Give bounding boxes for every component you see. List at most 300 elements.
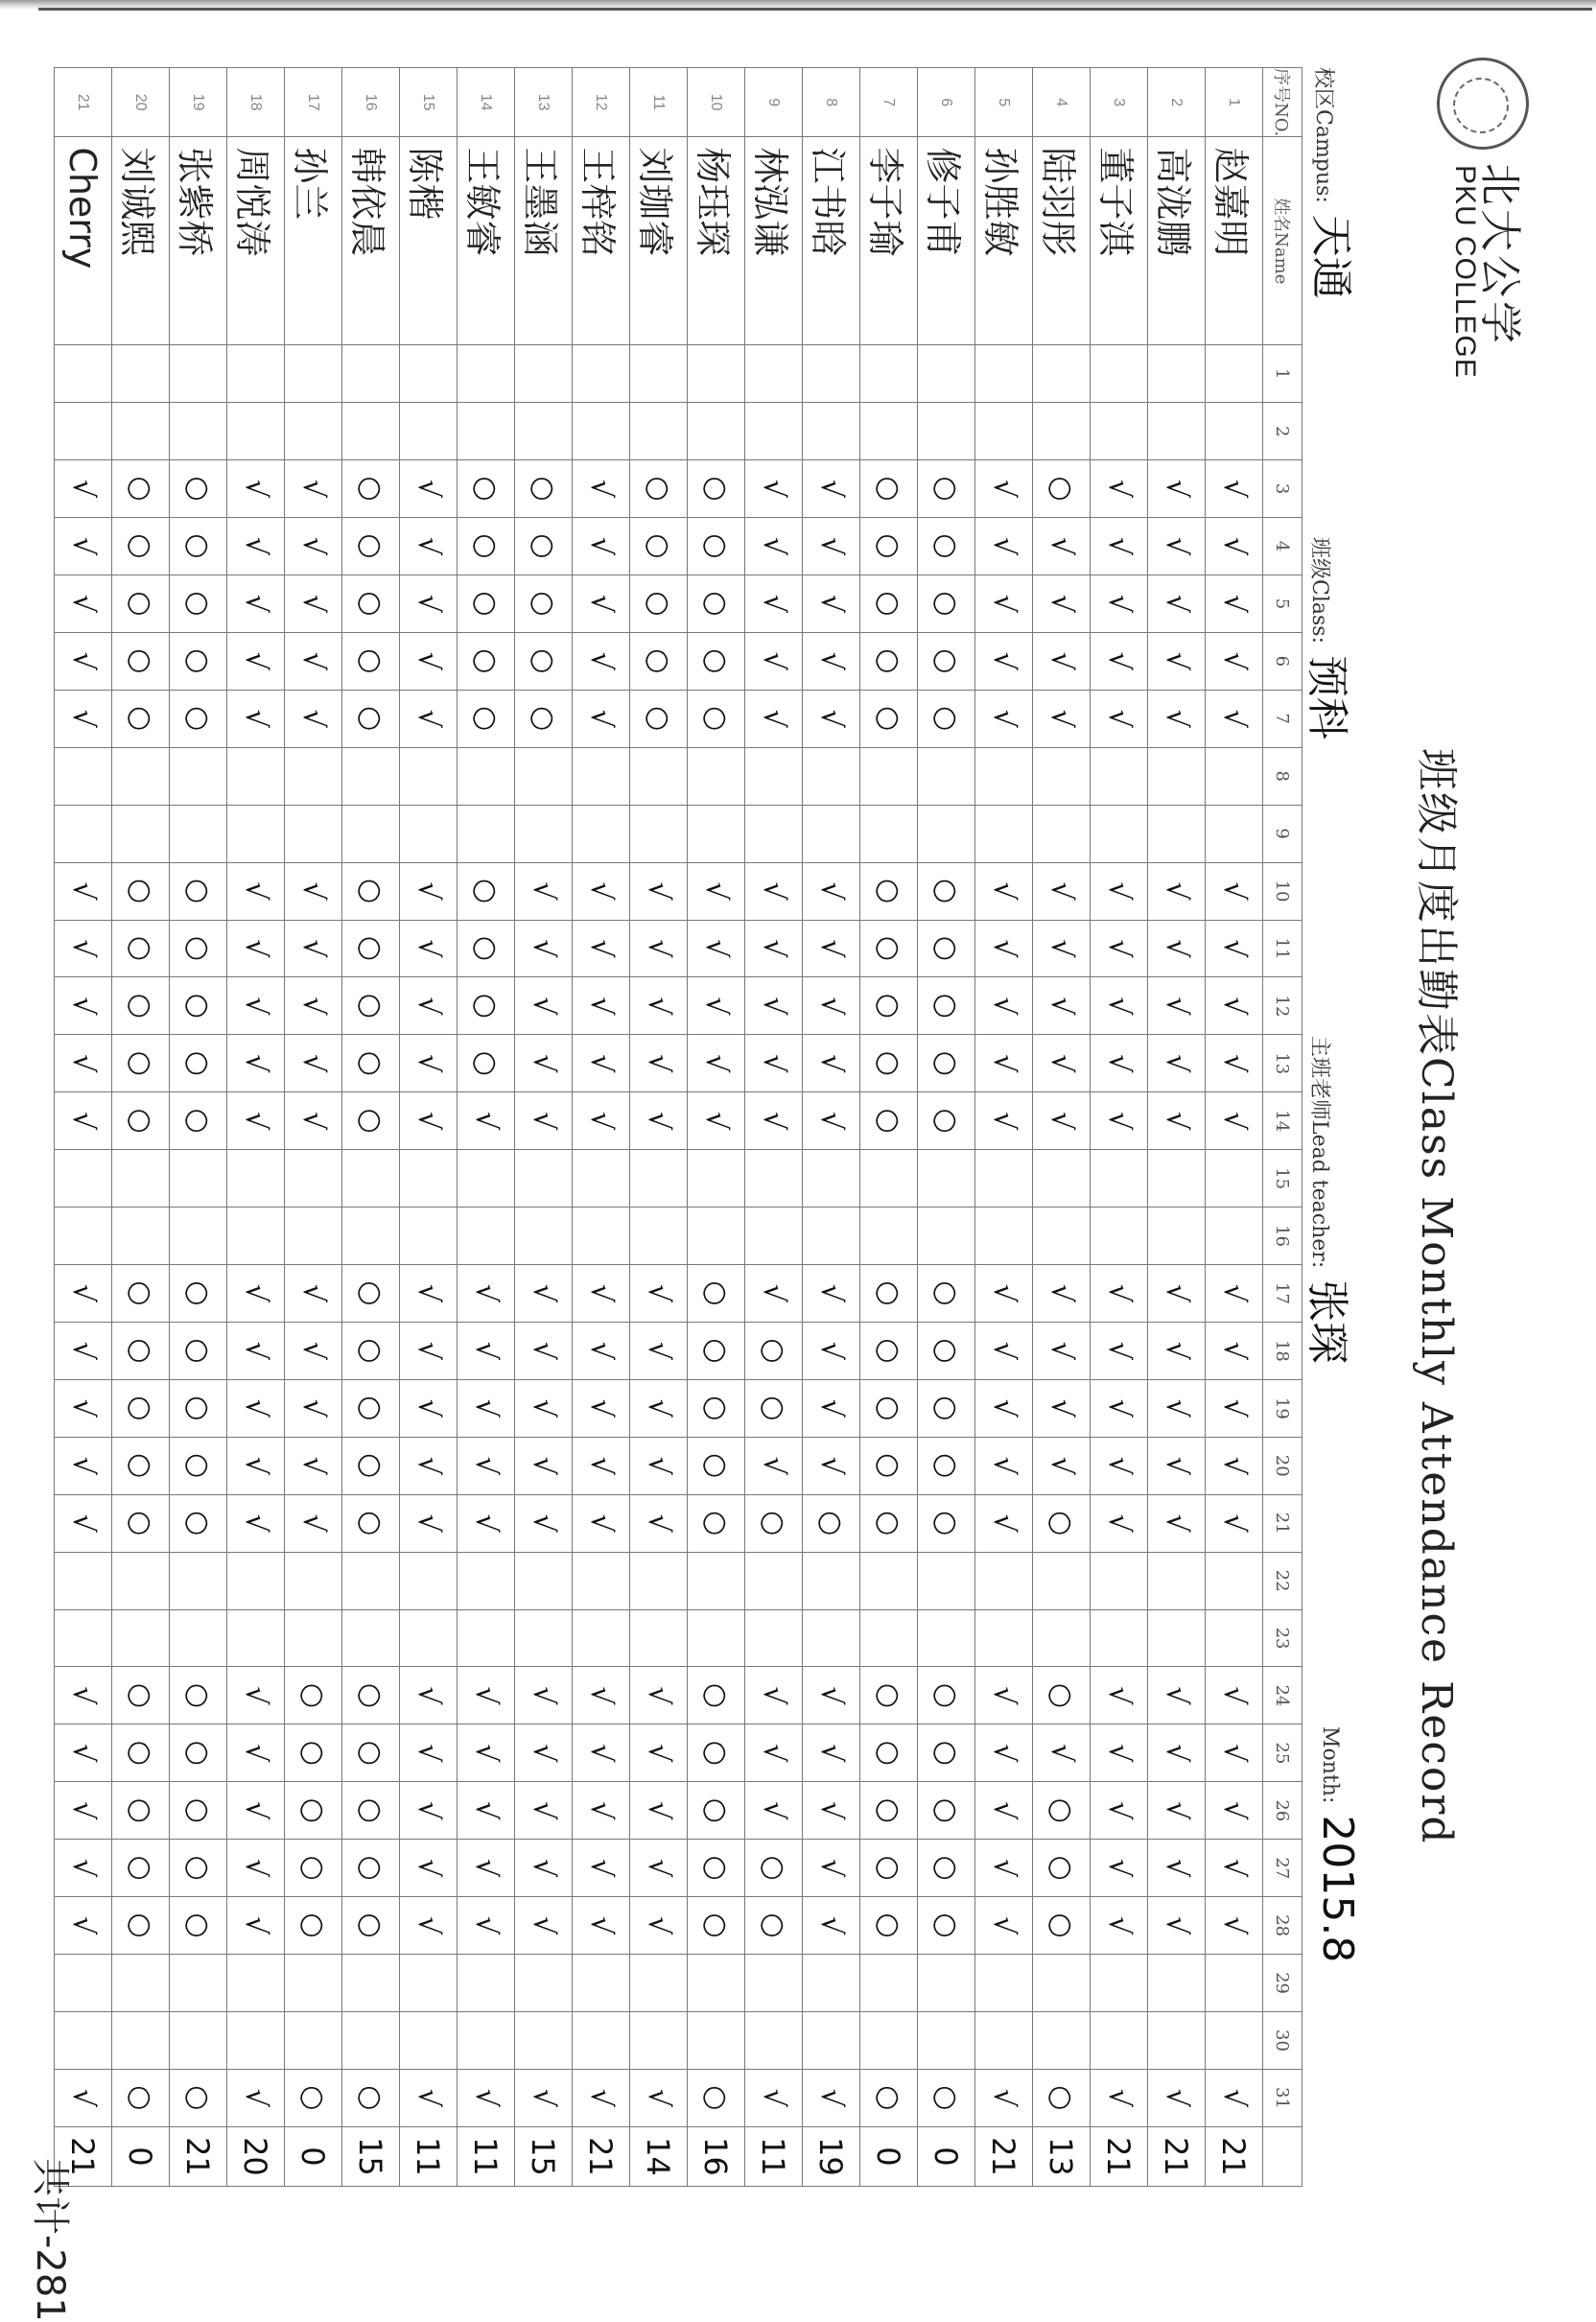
row-total: 15 xyxy=(342,2126,400,2186)
attendance-mark xyxy=(1091,1150,1148,1208)
attendance-mark xyxy=(630,1150,688,1208)
row-total: 0 xyxy=(285,2126,342,2186)
day-header: 21 xyxy=(1263,1494,1303,1552)
attendance-mark: √ xyxy=(975,1437,1033,1494)
attendance-mark: ○ xyxy=(918,1265,975,1323)
student-name: 孙胜敏 xyxy=(975,137,1033,345)
attendance-mark xyxy=(515,1150,573,1208)
attendance-mark: √ xyxy=(803,460,860,518)
attendance-mark: ○ xyxy=(342,1437,400,1494)
day-header: 20 xyxy=(1263,1437,1303,1494)
attendance-mark: ○ xyxy=(112,1322,170,1379)
attendance-mark: ○ xyxy=(1033,1782,1091,1840)
attendance-mark: ○ xyxy=(1033,1840,1091,1897)
attendance-mark xyxy=(688,2012,745,2070)
class-label: 班级Class: xyxy=(1307,537,1331,644)
attendance-mark: √ xyxy=(227,632,285,690)
attendance-mark xyxy=(803,1955,860,2012)
attendance-mark: ○ xyxy=(342,1667,400,1724)
table-row xyxy=(112,68,170,2187)
attendance-mark: √ xyxy=(1033,1437,1091,1494)
attendance-mark: √ xyxy=(1091,575,1148,632)
attendance-mark: √ xyxy=(975,1265,1033,1323)
attendance-mark: ○ xyxy=(688,1437,745,1494)
attendance-mark xyxy=(573,1955,630,2012)
attendance-mark: ○ xyxy=(112,1092,170,1150)
attendance-mark xyxy=(1091,345,1148,403)
attendance-mark: √ xyxy=(1091,1322,1148,1379)
attendance-mark: ○ xyxy=(860,460,918,518)
attendance-mark: ○ xyxy=(918,1379,975,1437)
attendance-mark: √ xyxy=(515,1265,573,1323)
attendance-mark: ○ xyxy=(170,518,227,575)
attendance-mark: ○ xyxy=(860,1379,918,1437)
attendance-mark: √ xyxy=(55,862,112,920)
attendance-mark xyxy=(803,1552,860,1609)
attendance-mark: ○ xyxy=(458,977,515,1035)
attendance-mark: √ xyxy=(515,1092,573,1150)
attendance-mark: ○ xyxy=(860,1265,918,1323)
attendance-mark: ○ xyxy=(342,1840,400,1897)
header-row xyxy=(1263,68,1303,2187)
attendance-mark: √ xyxy=(803,1840,860,1897)
attendance-mark: ○ xyxy=(342,920,400,977)
attendance-mark: √ xyxy=(285,1494,342,1552)
attendance-mark xyxy=(458,345,515,403)
attendance-mark xyxy=(342,805,400,862)
attendance-mark: ○ xyxy=(458,518,515,575)
student-name: Cherry xyxy=(55,137,112,345)
attendance-mark: ○ xyxy=(342,460,400,518)
attendance-mark xyxy=(688,1609,745,1667)
row-total: 21 xyxy=(573,2126,630,2186)
row-total: 11 xyxy=(745,2126,803,2186)
attendance-mark xyxy=(860,1208,918,1265)
attendance-mark: ○ xyxy=(515,518,573,575)
attendance-mark xyxy=(400,403,458,460)
attendance-mark: ○ xyxy=(170,1322,227,1379)
attendance-mark: ○ xyxy=(170,1724,227,1782)
attendance-mark: √ xyxy=(55,460,112,518)
attendance-mark: √ xyxy=(1091,2069,1148,2126)
attendance-mark: √ xyxy=(803,1035,860,1092)
attendance-mark: ○ xyxy=(688,518,745,575)
attendance-mark xyxy=(573,403,630,460)
attendance-mark: √ xyxy=(400,862,458,920)
attendance-mark xyxy=(285,1150,342,1208)
attendance-mark: √ xyxy=(975,1782,1033,1840)
day-header: 29 xyxy=(1263,1955,1303,2012)
attendance-mark: √ xyxy=(55,1494,112,1552)
row-number: 11 xyxy=(630,68,688,137)
table-row xyxy=(573,68,630,2187)
day-header: 23 xyxy=(1263,1609,1303,1667)
attendance-mark: ○ xyxy=(860,1035,918,1092)
day-header: 11 xyxy=(1263,920,1303,977)
attendance-mark: √ xyxy=(803,1782,860,1840)
attendance-mark xyxy=(1091,2012,1148,2070)
row-number: 6 xyxy=(918,68,975,137)
attendance-mark: √ xyxy=(55,575,112,632)
attendance-mark xyxy=(688,1552,745,1609)
row-number: 4 xyxy=(1033,68,1091,137)
attendance-mark: √ xyxy=(803,1724,860,1782)
attendance-mark xyxy=(630,1609,688,1667)
attendance-mark: √ xyxy=(285,862,342,920)
attendance-mark xyxy=(1148,1552,1206,1609)
attendance-mark: √ xyxy=(227,920,285,977)
day-header: 18 xyxy=(1263,1322,1303,1379)
attendance-mark: √ xyxy=(745,1035,803,1092)
row-total: 16 xyxy=(688,2126,745,2186)
attendance-mark: √ xyxy=(573,920,630,977)
attendance-mark xyxy=(458,1208,515,1265)
attendance-mark: √ xyxy=(975,575,1033,632)
attendance-mark: ○ xyxy=(112,1840,170,1897)
attendance-mark xyxy=(1206,1552,1263,1609)
total-header xyxy=(1263,2126,1303,2186)
attendance-mark xyxy=(1091,1609,1148,1667)
attendance-mark: √ xyxy=(227,2069,285,2126)
attendance-mark: √ xyxy=(1206,1897,1263,1955)
attendance-mark xyxy=(112,403,170,460)
attendance-table xyxy=(54,67,1303,2187)
row-number: 1 xyxy=(1206,68,1263,137)
attendance-mark: √ xyxy=(515,1897,573,1955)
attendance-mark xyxy=(745,345,803,403)
attendance-mark xyxy=(688,1208,745,1265)
attendance-mark xyxy=(573,1609,630,1667)
attendance-mark xyxy=(573,805,630,862)
day-header: 5 xyxy=(1263,575,1303,632)
attendance-mark: √ xyxy=(975,2069,1033,2126)
attendance-mark: √ xyxy=(515,977,573,1035)
attendance-mark: ○ xyxy=(112,1035,170,1092)
attendance-mark: √ xyxy=(573,1035,630,1092)
student-name: 高泷鹏 xyxy=(1148,137,1206,345)
attendance-mark: ○ xyxy=(342,1724,400,1782)
attendance-mark: √ xyxy=(227,977,285,1035)
attendance-mark: √ xyxy=(1206,1667,1263,1724)
row-number: 21 xyxy=(55,68,112,137)
row-number: 19 xyxy=(170,68,227,137)
attendance-mark: ○ xyxy=(918,977,975,1035)
attendance-mark: ○ xyxy=(860,1897,918,1955)
attendance-mark: √ xyxy=(573,460,630,518)
attendance-mark: √ xyxy=(227,1322,285,1379)
table-row xyxy=(458,68,515,2187)
attendance-mark: ○ xyxy=(285,2069,342,2126)
attendance-mark xyxy=(1206,2012,1263,2070)
table-row xyxy=(975,68,1033,2187)
row-total: 21 xyxy=(1206,2126,1263,2186)
attendance-mark xyxy=(227,1150,285,1208)
school-seal-icon xyxy=(1437,58,1529,150)
attendance-mark: ○ xyxy=(630,575,688,632)
table-row xyxy=(1033,68,1091,2187)
attendance-mark: √ xyxy=(1091,1035,1148,1092)
table-row xyxy=(227,68,285,2187)
attendance-mark xyxy=(55,1552,112,1609)
attendance-mark xyxy=(227,805,285,862)
attendance-mark: √ xyxy=(400,1379,458,1437)
attendance-mark xyxy=(227,2012,285,2070)
attendance-mark xyxy=(918,1208,975,1265)
teacher-field xyxy=(1301,1036,1362,1364)
attendance-mark: ○ xyxy=(170,1840,227,1897)
attendance-mark xyxy=(170,1552,227,1609)
attendance-mark xyxy=(918,403,975,460)
teacher-value: 张琛 xyxy=(1303,1279,1351,1365)
attendance-mark: √ xyxy=(55,977,112,1035)
attendance-mark: √ xyxy=(1091,1840,1148,1897)
attendance-mark: √ xyxy=(803,1437,860,1494)
attendance-mark xyxy=(573,1208,630,1265)
attendance-mark: √ xyxy=(803,1265,860,1323)
attendance-mark: √ xyxy=(688,920,745,977)
attendance-mark: √ xyxy=(1033,575,1091,632)
attendance-mark: √ xyxy=(688,977,745,1035)
attendance-mark: √ xyxy=(515,920,573,977)
attendance-mark xyxy=(55,747,112,805)
attendance-mark xyxy=(918,1150,975,1208)
attendance-mark: √ xyxy=(975,862,1033,920)
attendance-mark: ○ xyxy=(918,632,975,690)
attendance-mark xyxy=(1206,403,1263,460)
attendance-mark: ○ xyxy=(458,690,515,747)
row-number: 10 xyxy=(688,68,745,137)
attendance-mark xyxy=(112,1208,170,1265)
attendance-mark: √ xyxy=(55,1840,112,1897)
attendance-mark xyxy=(1033,2012,1091,2070)
attendance-mark xyxy=(1033,345,1091,403)
row-total: 21 xyxy=(55,2126,112,2186)
attendance-mark: ○ xyxy=(918,1322,975,1379)
attendance-mark: ○ xyxy=(745,1494,803,1552)
attendance-mark xyxy=(745,1955,803,2012)
attendance-mark: ○ xyxy=(112,460,170,518)
attendance-mark xyxy=(1206,1150,1263,1208)
attendance-mark: ○ xyxy=(918,575,975,632)
attendance-mark: √ xyxy=(803,1379,860,1437)
day-header: 26 xyxy=(1263,1782,1303,1840)
attendance-mark xyxy=(745,403,803,460)
month-label: Month: xyxy=(1318,1726,1342,1804)
attendance-mark: ○ xyxy=(458,632,515,690)
attendance-mark xyxy=(630,345,688,403)
attendance-mark: √ xyxy=(55,632,112,690)
attendance-mark: √ xyxy=(1148,1782,1206,1840)
attendance-mark: ○ xyxy=(745,1379,803,1437)
attendance-mark xyxy=(975,747,1033,805)
attendance-mark: √ xyxy=(803,977,860,1035)
attendance-mark: √ xyxy=(573,518,630,575)
attendance-mark: √ xyxy=(573,1724,630,1782)
attendance-mark: √ xyxy=(745,862,803,920)
attendance-mark: ○ xyxy=(112,2069,170,2126)
attendance-mark: √ xyxy=(573,1667,630,1724)
table-row xyxy=(342,68,400,2187)
attendance-mark xyxy=(745,1208,803,1265)
attendance-mark xyxy=(975,1552,1033,1609)
attendance-mark: √ xyxy=(630,1494,688,1552)
attendance-mark: √ xyxy=(1033,1379,1091,1437)
attendance-mark xyxy=(975,1955,1033,2012)
attendance-mark xyxy=(1033,747,1091,805)
attendance-mark xyxy=(630,747,688,805)
attendance-mark xyxy=(1091,403,1148,460)
attendance-mark xyxy=(55,1609,112,1667)
attendance-mark: √ xyxy=(400,632,458,690)
attendance-mark xyxy=(458,1552,515,1609)
attendance-mark: √ xyxy=(458,1494,515,1552)
attendance-mark: ○ xyxy=(285,1667,342,1724)
attendance-mark: ○ xyxy=(342,2069,400,2126)
attendance-mark: √ xyxy=(975,632,1033,690)
attendance-mark: √ xyxy=(630,1265,688,1323)
attendance-mark xyxy=(400,1955,458,2012)
attendance-mark: √ xyxy=(515,1379,573,1437)
attendance-mark: √ xyxy=(1091,920,1148,977)
attendance-mark xyxy=(1206,1609,1263,1667)
attendance-mark: √ xyxy=(1206,690,1263,747)
day-header: 8 xyxy=(1263,747,1303,805)
attendance-mark xyxy=(918,805,975,862)
attendance-mark xyxy=(400,805,458,862)
attendance-mark: √ xyxy=(975,460,1033,518)
table-row xyxy=(803,68,860,2187)
attendance-mark: √ xyxy=(458,2069,515,2126)
attendance-mark: √ xyxy=(803,518,860,575)
attendance-mark: √ xyxy=(400,2069,458,2126)
attendance-mark: √ xyxy=(1033,1322,1091,1379)
attendance-mark: √ xyxy=(1148,920,1206,977)
attendance-mark: √ xyxy=(975,977,1033,1035)
attendance-mark xyxy=(803,1609,860,1667)
attendance-mark xyxy=(688,403,745,460)
attendance-mark xyxy=(745,1150,803,1208)
attendance-mark: ○ xyxy=(515,575,573,632)
attendance-mark: √ xyxy=(1091,690,1148,747)
row-total: 0 xyxy=(918,2126,975,2186)
attendance-mark: ○ xyxy=(170,977,227,1035)
attendance-mark: √ xyxy=(745,575,803,632)
attendance-mark xyxy=(170,1150,227,1208)
attendance-mark: √ xyxy=(227,1667,285,1724)
attendance-mark: ○ xyxy=(458,920,515,977)
table-row xyxy=(400,68,458,2187)
attendance-mark: ○ xyxy=(170,1092,227,1150)
attendance-mark: ○ xyxy=(170,690,227,747)
attendance-mark xyxy=(285,403,342,460)
attendance-mark xyxy=(803,403,860,460)
attendance-mark: ○ xyxy=(112,1724,170,1782)
attendance-mark: √ xyxy=(55,690,112,747)
attendance-mark: ○ xyxy=(918,1897,975,1955)
attendance-mark: √ xyxy=(285,1035,342,1092)
attendance-mark: √ xyxy=(400,1494,458,1552)
attendance-mark: ○ xyxy=(170,1494,227,1552)
student-name: 陆羽彤 xyxy=(1033,137,1091,345)
attendance-mark xyxy=(170,403,227,460)
attendance-mark: √ xyxy=(1148,1035,1206,1092)
attendance-mark xyxy=(630,1208,688,1265)
attendance-mark xyxy=(745,805,803,862)
attendance-mark xyxy=(860,1955,918,2012)
attendance-mark xyxy=(55,805,112,862)
attendance-mark: ○ xyxy=(458,575,515,632)
attendance-mark xyxy=(573,747,630,805)
attendance-mark xyxy=(1206,345,1263,403)
attendance-mark: √ xyxy=(573,1494,630,1552)
attendance-mark xyxy=(458,805,515,862)
attendance-mark: √ xyxy=(400,1840,458,1897)
attendance-mark: √ xyxy=(458,1782,515,1840)
attendance-mark: √ xyxy=(803,1897,860,1955)
attendance-mark: √ xyxy=(1091,1724,1148,1782)
row-number: 16 xyxy=(342,68,400,137)
table-row xyxy=(285,68,342,2187)
attendance-mark xyxy=(285,1208,342,1265)
brand-name-en: PKU COLLEGE xyxy=(1449,165,1481,379)
attendance-mark: ○ xyxy=(342,977,400,1035)
attendance-mark xyxy=(1033,1150,1091,1208)
attendance-mark: √ xyxy=(1148,1494,1206,1552)
attendance-mark: √ xyxy=(285,1322,342,1379)
attendance-mark: √ xyxy=(975,1494,1033,1552)
attendance-mark: √ xyxy=(573,1322,630,1379)
attendance-mark xyxy=(975,805,1033,862)
attendance-mark: ○ xyxy=(112,920,170,977)
attendance-mark xyxy=(400,345,458,403)
day-header: 1 xyxy=(1263,345,1303,403)
attendance-mark: √ xyxy=(1206,1265,1263,1323)
attendance-mark xyxy=(1206,1208,1263,1265)
attendance-mark xyxy=(342,1955,400,2012)
attendance-mark: √ xyxy=(55,1092,112,1150)
attendance-mark xyxy=(227,1552,285,1609)
attendance-mark: √ xyxy=(1091,1897,1148,1955)
attendance-mark: √ xyxy=(515,1667,573,1724)
attendance-mark: √ xyxy=(745,690,803,747)
row-number: 9 xyxy=(745,68,803,137)
attendance-mark xyxy=(285,1552,342,1609)
day-header: 9 xyxy=(1263,805,1303,862)
name-header: 姓名Name xyxy=(1263,137,1303,345)
attendance-mark: ○ xyxy=(745,1897,803,1955)
student-name: 江书晗 xyxy=(803,137,860,345)
attendance-mark: √ xyxy=(573,1897,630,1955)
day-header: 31 xyxy=(1263,2069,1303,2126)
attendance-mark xyxy=(860,747,918,805)
attendance-mark xyxy=(55,1150,112,1208)
attendance-mark: ○ xyxy=(918,1840,975,1897)
attendance-mark xyxy=(400,1150,458,1208)
attendance-mark: √ xyxy=(1206,1379,1263,1437)
day-header: 28 xyxy=(1263,1897,1303,1955)
attendance-mark: √ xyxy=(227,1724,285,1782)
attendance-mark: √ xyxy=(285,1437,342,1494)
attendance-mark xyxy=(458,1609,515,1667)
attendance-mark: √ xyxy=(1033,1724,1091,1782)
attendance-mark xyxy=(1148,403,1206,460)
attendance-mark: √ xyxy=(1091,460,1148,518)
attendance-mark: √ xyxy=(803,1092,860,1150)
attendance-mark xyxy=(745,1552,803,1609)
attendance-mark: √ xyxy=(1206,1494,1263,1552)
attendance-mark: ○ xyxy=(918,1667,975,1724)
attendance-mark xyxy=(1148,1208,1206,1265)
